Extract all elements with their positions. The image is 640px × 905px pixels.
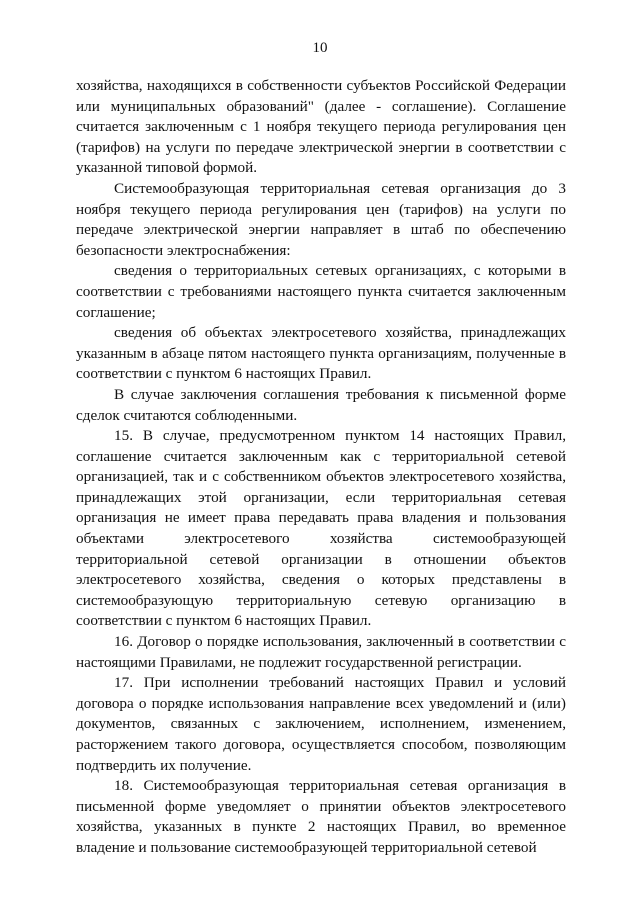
document-body <box>76 76 566 859</box>
paragraph-clause-16: 16. Договор о порядке использования, заключенный в соответствии с настоящими Правилами, не подлежит государственной регистрации. <box>76 633 566 671</box>
paragraph-clause-18: 18. Системообразующая территориальная сетевая организация в письменной форме уведомляет о принятии объектов электросетевого хозяйства, указанных в пункте 2 настоящих Правил, во временное владение и пользование системообразующей территориальной сетевой <box>76 777 566 856</box>
paragraph-list-item-organizations: сведения о территориальных сетевых организациях, с которыми в соответствии с требованиями настоящего пункта считается заключенным соглашение; <box>76 262 566 321</box>
paragraph-sto-notification: Системообразующая территориальная сетевая организация до 3 ноября текущего периода регулирования цен (тарифов) на услуги по передаче электрической энергии направляет в штаб по обеспечению безопасности электроснабжения: <box>76 179 566 259</box>
paragraph-continuation: хозяйства, находящихся в собственности субъектов Российской Федерации или муниципальных образований" (далее - соглашение). Соглашение считается заключенным с 1 ноября текущего периода регулирования цен (тарифов) на услуги по передаче электрической энергии в соответствии с указанной типовой формой. <box>76 77 566 177</box>
paragraph-clause-15: 15. В случае, предусмотренном пунктом 14 настоящих Правил, соглашение считается заключенным как с территориальной сетевой организацией, так и с собственником объектов электросетевого хозяйства, принадлежащих этой организации, если территориальная сетевая организация не имеет права передавать права владения и пользования объектами электросетевого хозяйства системообразующей территориальной сетевой организации в отношении объектов электросетевого хозяйства, сведения о которых представлены в системообразующую территориальную сетевую организацию в соответствии с пунктом 6 настоящих Правил. <box>76 427 566 630</box>
paragraph-written-form: В случае заключения соглашения требования к письменной форме сделок считаются соблюденными. <box>76 385 566 424</box>
paragraph-clause-17: 17. При исполнении требований настоящих Правил и условий договора о порядке использования направление всех уведомлений и (или) документов, связанных с заключением, исполнением, изменением, расторжением такого договора, осуществляется способом, позволяющим подтвердить их получение. <box>76 674 566 774</box>
paragraph-list-item-objects: сведения об объектах электросетевого хозяйства, принадлежащих указанным в абзаце пятом настоящего пункта организациям, полученные в соответствии с пунктом 6 настоящих Правил. <box>76 324 566 383</box>
page-number: 10 <box>312 40 328 56</box>
